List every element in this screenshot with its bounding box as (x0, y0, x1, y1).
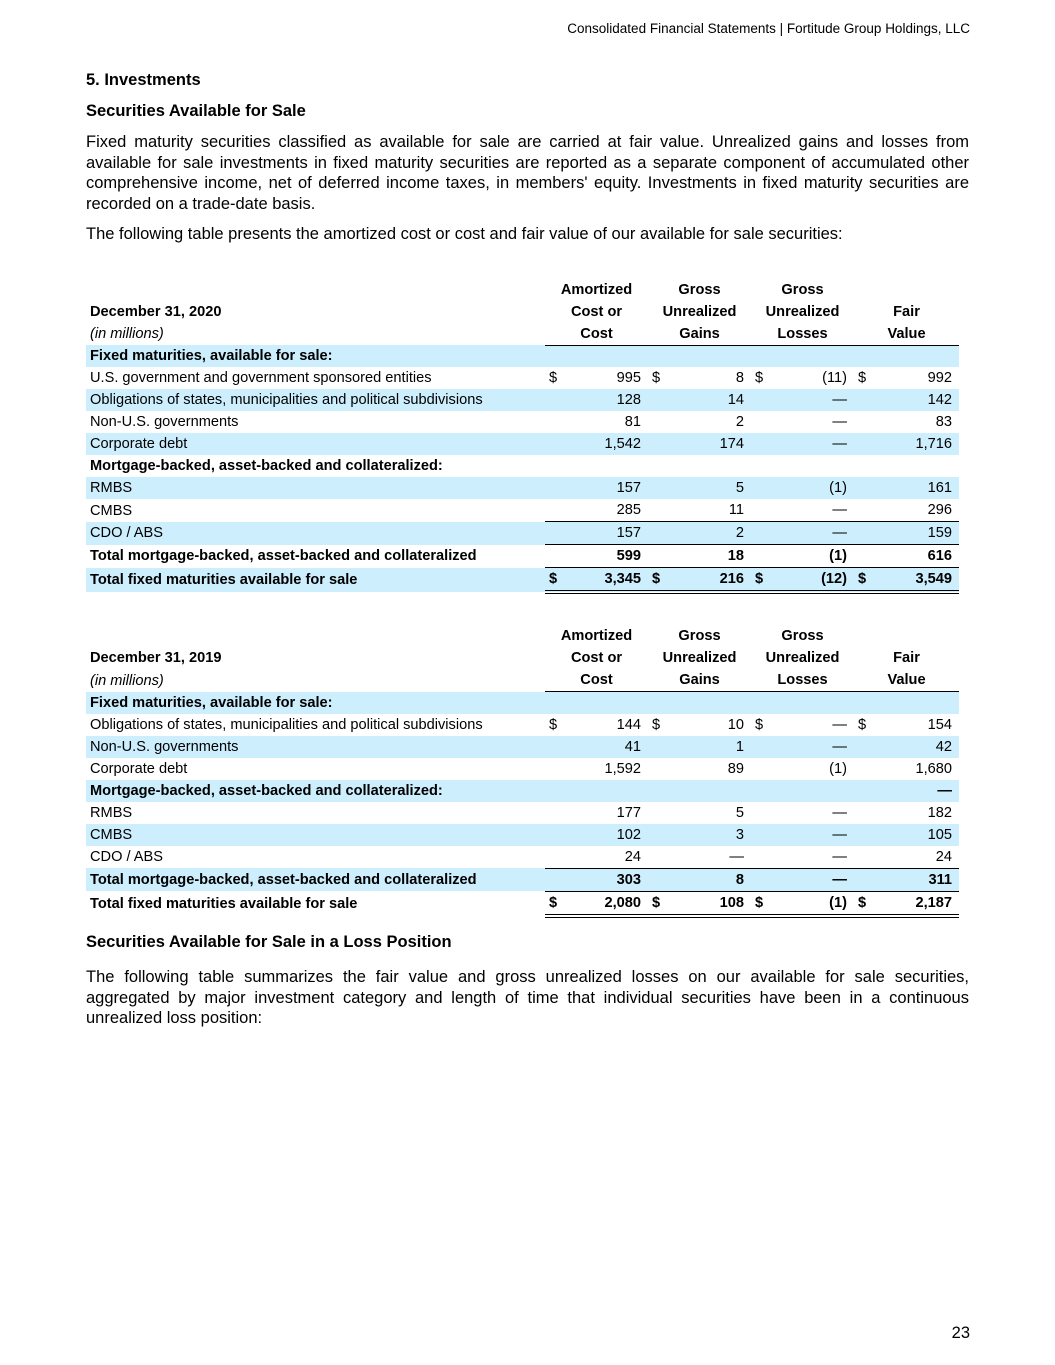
amortized-cost-value (560, 345, 648, 367)
row-label: Corporate debt (90, 760, 188, 777)
gross-unrealized-gains-value (663, 692, 751, 714)
currency-symbol (545, 846, 560, 869)
currency-symbol: $ (545, 568, 560, 593)
currency-symbol (854, 455, 869, 477)
gross-unrealized-gains-value: 5 (663, 477, 751, 499)
currency-symbol: $ (751, 568, 766, 593)
gross-unrealized-losses-value: — (766, 824, 854, 846)
gross-unrealized-losses-value: — (832, 414, 848, 431)
table-2020 (86, 279, 959, 595)
currency-symbol (854, 780, 869, 802)
table-row (86, 367, 959, 389)
currency-symbol: $ (652, 716, 661, 733)
currency-symbol (751, 802, 766, 824)
currency-symbol (545, 499, 560, 522)
gross-unrealized-losses-value: — (832, 848, 848, 865)
currency-symbol (545, 545, 560, 568)
gross-unrealized-losses-value (766, 780, 854, 802)
currency-symbol (545, 522, 560, 545)
row-label: Mortgage-backed, asset-backed and collateralized: (86, 780, 545, 802)
currency-symbol (648, 736, 663, 758)
row-label: Total mortgage-backed, asset-backed and collateralized (90, 548, 477, 565)
table-row (86, 499, 959, 522)
header-fair-line-2: Value (854, 669, 959, 692)
running-header: Consolidated Financial Statements | Fortitude Group Holdings, LLC (567, 21, 970, 36)
currency-symbol (648, 692, 663, 714)
subsection-title-securities-afs: Securities Available for Sale (86, 102, 306, 120)
row-label: Mortgage-backed, asset-backed and collateralized: (90, 458, 443, 475)
row-label: U.S. government and government sponsored entities (90, 370, 432, 387)
fair-value-value: 1,680 (915, 760, 953, 777)
amortized-cost-value: 285 (616, 502, 642, 519)
amortized-cost-value: 995 (616, 370, 642, 387)
currency-symbol (545, 824, 560, 846)
table-row (86, 345, 959, 367)
gross-unrealized-losses-value: — (766, 522, 854, 545)
gross-unrealized-gains-value: 8 (735, 370, 745, 387)
currency-symbol (751, 455, 766, 477)
fair-value-value: 142 (869, 389, 959, 411)
amortized-cost-value: 2,080 (560, 891, 648, 916)
table-row (86, 522, 959, 545)
gross-unrealized-losses-value: (1) (766, 477, 854, 499)
table-row (86, 568, 959, 593)
header-fair-line-1: Fair (893, 303, 920, 320)
currency-symbol (545, 411, 560, 433)
gross-unrealized-losses-value: — (832, 804, 848, 821)
currency-symbol (751, 345, 766, 367)
row-label: Non-U.S. governments (90, 414, 239, 431)
table-body (86, 345, 959, 592)
gross-unrealized-gains-value: 108 (663, 891, 751, 916)
fair-value-value: 182 (927, 804, 953, 821)
header-row-3 (86, 323, 959, 346)
currency-symbol (545, 692, 560, 714)
table-row (86, 802, 959, 824)
header-gains-line-2: Unrealized (662, 650, 737, 667)
table-row (86, 846, 959, 869)
currency-symbol (751, 780, 766, 802)
section-title: 5. Investments (86, 71, 201, 89)
currency-symbol (854, 389, 869, 411)
currency-symbol (545, 802, 560, 824)
row-label: Total mortgage-backed, asset-backed and collateralized (86, 868, 545, 891)
currency-symbol (854, 522, 869, 545)
currency-symbol (545, 389, 560, 411)
gross-unrealized-losses-value: — (832, 502, 848, 519)
gross-unrealized-losses-value: — (832, 716, 848, 733)
row-label: CDO / ABS (90, 849, 163, 866)
currency-symbol (545, 868, 560, 891)
gross-unrealized-losses-value: (12) (766, 568, 854, 593)
currency-symbol: $ (648, 568, 663, 593)
header-amortized-line-3: Cost (545, 669, 648, 692)
currency-symbol (648, 477, 663, 499)
fair-value-value: 83 (935, 414, 953, 431)
amortized-cost-value: 157 (560, 522, 648, 545)
header-losses-line-3: Losses (751, 323, 854, 346)
currency-symbol (751, 522, 766, 545)
currency-symbol (854, 736, 869, 758)
gross-unrealized-gains-value: 5 (735, 804, 745, 821)
header-losses-line-1: Gross (781, 628, 824, 645)
currency-symbol (648, 389, 663, 411)
gross-unrealized-losses-value: — (766, 389, 854, 411)
currency-symbol: $ (755, 716, 764, 733)
currency-symbol (545, 455, 560, 477)
fair-value-value: 24 (935, 848, 953, 865)
amortized-cost-value: 3,345 (560, 568, 648, 593)
gross-unrealized-losses-value: (1) (766, 891, 854, 916)
header-row-1 (86, 625, 959, 647)
currency-symbol (648, 433, 663, 455)
fair-value-value: 154 (927, 716, 953, 733)
header-losses-line-3: Losses (751, 669, 854, 692)
row-label: Total fixed maturities available for sale (86, 568, 545, 593)
gross-unrealized-gains-value: 216 (663, 568, 751, 593)
amortized-cost-value: 144 (616, 716, 642, 733)
header-row-3 (86, 669, 959, 692)
currency-symbol (648, 780, 663, 802)
subsection-title-loss-position: Securities Available for Sale in a Loss Position (86, 932, 452, 951)
fair-value-value: 311 (869, 868, 959, 891)
currency-symbol: $ (648, 891, 663, 916)
gross-unrealized-gains-value: 2 (663, 522, 751, 545)
table-row (86, 736, 959, 758)
gross-unrealized-gains-value: 8 (663, 868, 751, 891)
gross-unrealized-losses-value: (11) (822, 370, 848, 387)
gross-unrealized-losses-value: (1) (766, 545, 854, 568)
row-label: CMBS (90, 502, 133, 519)
gross-unrealized-gains-value: 1 (663, 736, 751, 758)
amortized-cost-value: 41 (560, 736, 648, 758)
currency-symbol (854, 824, 869, 846)
header-amortized-line-2: Cost or (570, 650, 623, 667)
header-row-1 (86, 279, 959, 301)
fair-value-value: 992 (927, 370, 953, 387)
currency-symbol (751, 477, 766, 499)
currency-symbol (751, 736, 766, 758)
currency-symbol (854, 545, 869, 568)
fair-value-value: 296 (927, 502, 953, 519)
currency-symbol (854, 433, 869, 455)
fair-value-value: 105 (869, 824, 959, 846)
gross-unrealized-gains-value (663, 455, 751, 477)
currency-symbol: $ (858, 716, 867, 733)
currency-symbol (751, 411, 766, 433)
row-label: RMBS (86, 477, 545, 499)
currency-symbol (751, 758, 766, 780)
header-row-2 (86, 301, 959, 323)
gross-unrealized-gains-value: — (729, 848, 745, 865)
amortized-cost-value: 157 (560, 477, 648, 499)
header-row-2 (86, 647, 959, 669)
table-date-heading: December 31, 2019 (90, 650, 222, 667)
header-gains-line-2: Unrealized (662, 303, 737, 320)
currency-symbol (854, 345, 869, 367)
currency-symbol (751, 868, 766, 891)
header-amortized-line-1: Amortized (560, 628, 633, 645)
currency-symbol (854, 846, 869, 869)
currency-symbol (648, 455, 663, 477)
currency-symbol (648, 846, 663, 869)
currency-symbol: $ (854, 568, 869, 593)
table-row (86, 780, 959, 802)
row-label: Total fixed maturities available for sale (90, 895, 358, 912)
currency-symbol (751, 433, 766, 455)
table-row (86, 433, 959, 455)
amortized-cost-value (560, 455, 648, 477)
gross-unrealized-losses-value (766, 692, 854, 714)
paragraph-afs-description: Fixed maturity securities classified as available for sale are carried at fair value. Unrealized gains and losses from available for sale investments in fixed maturity securities are reported as a separate component of accumulated other comprehensive income, net of deferred income taxes, in members' equity. Investments in fixed maturity securities are recorded on a trade-date basis. (86, 133, 969, 213)
currency-symbol: $ (549, 716, 558, 733)
gross-unrealized-losses-value: — (766, 736, 854, 758)
table-row (86, 758, 959, 780)
row-label: Obligations of states, municipalities and political subdivisions (90, 716, 483, 733)
header-losses-line-2: Unrealized (765, 303, 840, 320)
currency-symbol (648, 758, 663, 780)
amortized-cost-value: 128 (560, 389, 648, 411)
amortized-cost-value: 24 (624, 848, 642, 865)
gross-unrealized-gains-value: 2 (735, 414, 745, 431)
amortized-cost-value: 102 (560, 824, 648, 846)
table-row (86, 868, 959, 891)
currency-symbol (854, 499, 869, 522)
table-row (86, 411, 959, 433)
currency-symbol: $ (755, 370, 764, 387)
paragraph-table-intro: The following table presents the amortized cost or cost and fair value of our available for sale securities: (86, 225, 843, 244)
header-gains-line-1: Gross (678, 628, 721, 645)
currency-symbol: $ (549, 370, 558, 387)
fair-value-value (869, 692, 959, 714)
row-label: Non-U.S. governments (86, 736, 545, 758)
row-label: RMBS (90, 804, 133, 821)
currency-symbol (648, 345, 663, 367)
header-amortized-line-1: Amortized (560, 281, 633, 298)
fair-value-value: 159 (869, 522, 959, 545)
currency-symbol (545, 345, 560, 367)
gross-unrealized-gains-value: 11 (728, 502, 745, 519)
gross-unrealized-gains-value (663, 345, 751, 367)
fair-value-value (869, 455, 959, 477)
header-losses-line-2: Unrealized (765, 650, 840, 667)
currency-symbol (751, 499, 766, 522)
amortized-cost-value: 1,592 (604, 760, 642, 777)
currency-symbol: $ (854, 891, 869, 916)
fair-value-value: 2,187 (869, 891, 959, 916)
row-label: Corporate debt (86, 433, 545, 455)
currency-symbol: $ (545, 891, 560, 916)
currency-symbol: $ (652, 370, 661, 387)
header-gains-line-3: Gains (648, 323, 751, 346)
table-row (86, 824, 959, 846)
header-losses-line-1: Gross (781, 281, 824, 298)
fair-value-value: 616 (869, 545, 959, 568)
amortized-cost-value: 81 (624, 414, 642, 431)
gross-unrealized-gains-value (663, 780, 751, 802)
currency-symbol: $ (858, 370, 867, 387)
fair-value-value (869, 345, 959, 367)
header-gains-line-3: Gains (648, 669, 751, 692)
gross-unrealized-gains-value: 3 (663, 824, 751, 846)
table-body (86, 692, 959, 916)
table-row (86, 714, 959, 736)
gross-unrealized-gains-value: 18 (663, 545, 751, 568)
header-fair-line-2: Value (854, 323, 959, 346)
table-date-heading: December 31, 2020 (90, 303, 222, 320)
currency-symbol (854, 868, 869, 891)
currency-symbol (854, 802, 869, 824)
currency-symbol (648, 522, 663, 545)
currency-symbol (545, 433, 560, 455)
table-units: (in millions) (90, 326, 164, 343)
currency-symbol (751, 389, 766, 411)
table-units: (in millions) (90, 672, 164, 689)
currency-symbol (751, 824, 766, 846)
currency-symbol (854, 758, 869, 780)
gross-unrealized-gains-value: 174 (663, 433, 751, 455)
fair-value-value: 161 (869, 477, 959, 499)
amortized-cost-value (560, 780, 648, 802)
amortized-cost-value: 599 (560, 545, 648, 568)
gross-unrealized-gains-value: 89 (727, 760, 745, 777)
row-label: Fixed maturities, available for sale: (86, 692, 545, 714)
gross-unrealized-gains-value: 14 (663, 389, 751, 411)
currency-symbol (648, 802, 663, 824)
fair-value-value: 3,549 (869, 568, 959, 593)
gross-unrealized-losses-value (766, 455, 854, 477)
amortized-cost-value: 1,542 (560, 433, 648, 455)
currency-symbol (854, 692, 869, 714)
fair-value-value: 1,716 (869, 433, 959, 455)
amortized-cost-value (560, 692, 648, 714)
currency-symbol (648, 868, 663, 891)
currency-symbol (545, 780, 560, 802)
gross-unrealized-losses-value (766, 345, 854, 367)
header-amortized-line-2: Cost or (570, 303, 623, 320)
table-row (86, 389, 959, 411)
currency-symbol (648, 499, 663, 522)
currency-symbol: $ (751, 891, 766, 916)
table-2019 (86, 625, 959, 918)
page-number: 23 (951, 1324, 970, 1342)
header-gains-line-1: Gross (678, 281, 721, 298)
currency-symbol (648, 824, 663, 846)
fair-value-value: — (869, 780, 959, 802)
currency-symbol (751, 846, 766, 869)
currency-symbol (854, 411, 869, 433)
currency-symbol (854, 477, 869, 499)
table-row (86, 545, 959, 568)
fair-value-value: 42 (869, 736, 959, 758)
row-label: CMBS (86, 824, 545, 846)
gross-unrealized-losses-value: — (766, 868, 854, 891)
table-row (86, 891, 959, 916)
row-label: CDO / ABS (86, 522, 545, 545)
page-content (86, 70, 969, 1029)
row-label: Obligations of states, municipalities and political subdivisions (86, 389, 545, 411)
currency-symbol (751, 692, 766, 714)
currency-symbol (545, 736, 560, 758)
currency-symbol (751, 545, 766, 568)
table-row (86, 455, 959, 477)
gross-unrealized-gains-value: 10 (727, 716, 745, 733)
amortized-cost-value: 303 (560, 868, 648, 891)
currency-symbol (545, 477, 560, 499)
currency-symbol (545, 758, 560, 780)
paragraph-loss-position: The following table summarizes the fair value and gross unrealized losses on our available for sale securities, aggregated by major investment category and length of time that individual securities have been in a continuous unrealized loss position: (86, 967, 969, 1028)
currency-symbol (648, 411, 663, 433)
gross-unrealized-losses-value: (1) (829, 760, 848, 777)
currency-symbol (648, 545, 663, 568)
table-row (86, 692, 959, 714)
gross-unrealized-losses-value: — (766, 433, 854, 455)
table-row (86, 477, 959, 499)
row-label: Fixed maturities, available for sale: (86, 345, 545, 367)
header-amortized-line-3: Cost (545, 323, 648, 346)
header-fair-line-1: Fair (893, 650, 920, 667)
amortized-cost-value: 177 (616, 804, 642, 821)
